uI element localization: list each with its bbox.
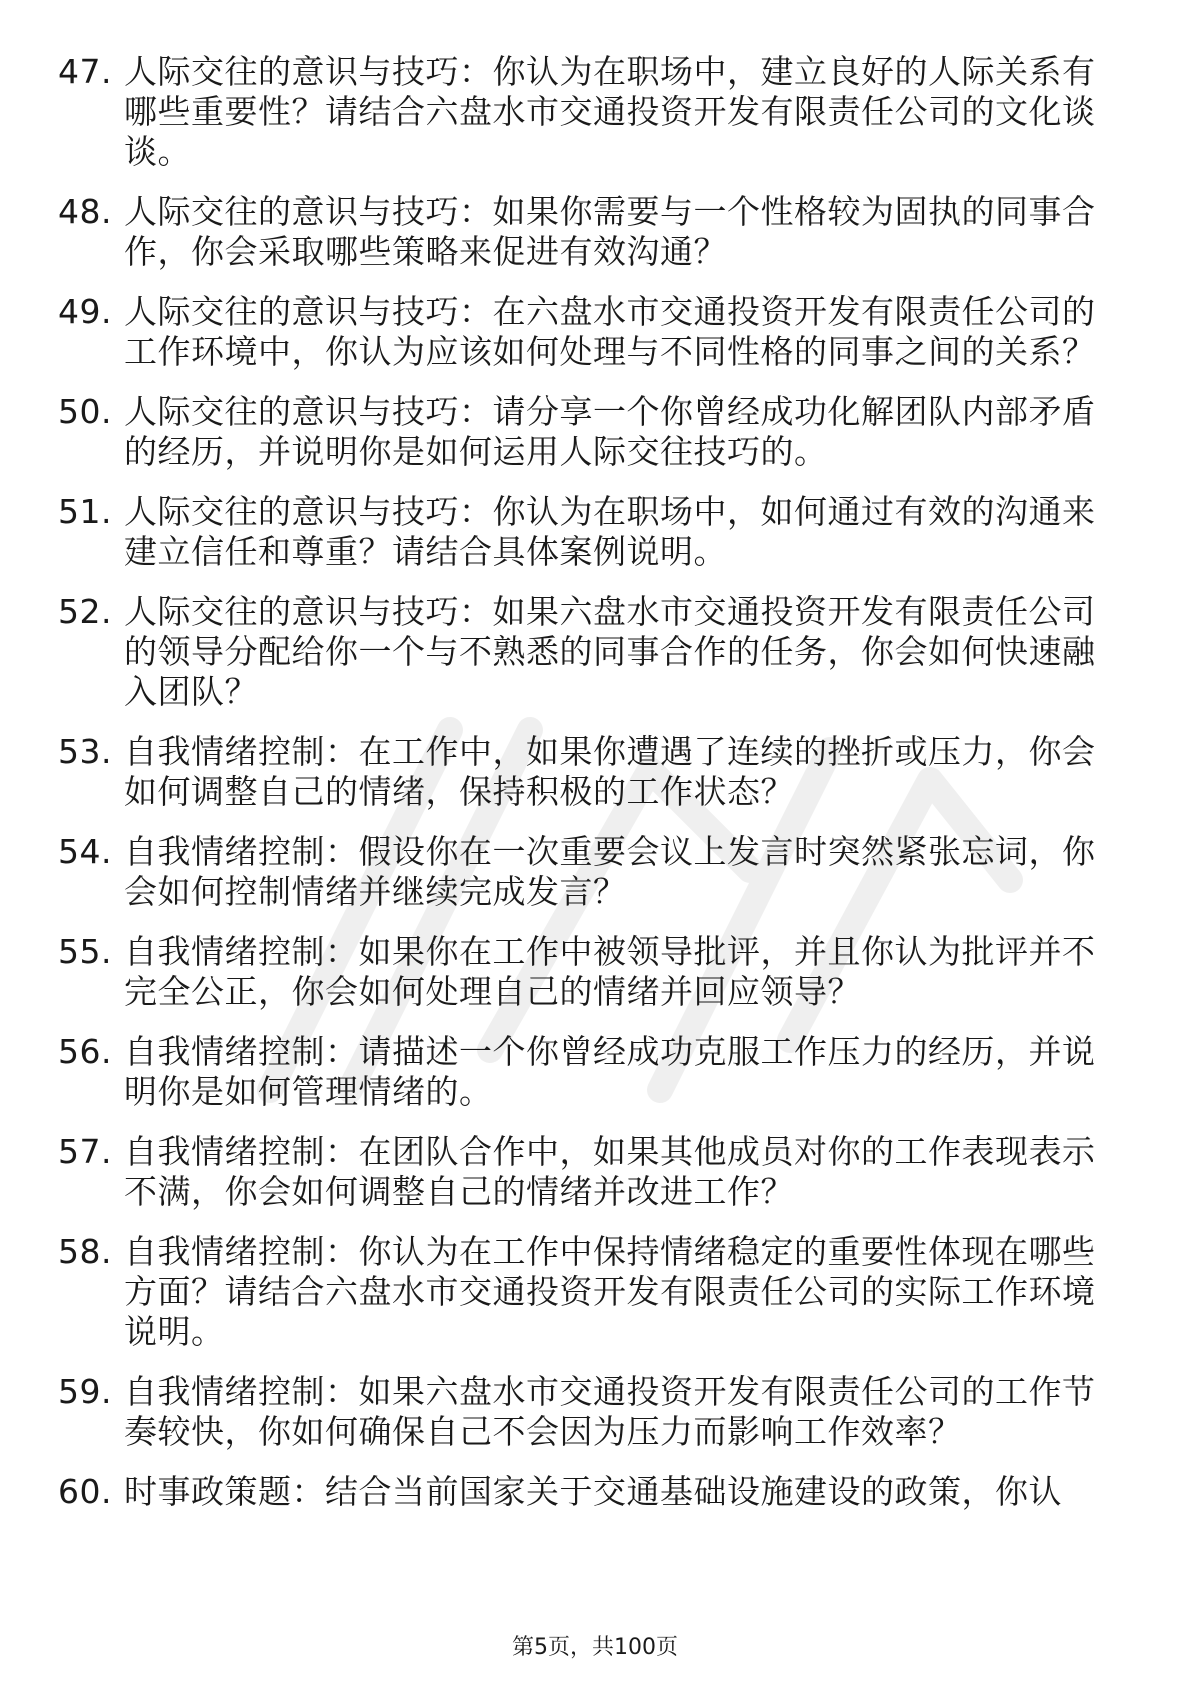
question-text: 自我情绪控制：在工作中，如果你遭遇了连续的挫折或压力，你会如何调整自己的情绪，保持积极的工作状态？ [124, 732, 1096, 811]
question-item-54 [58, 832, 1108, 912]
question-number: 47. [58, 52, 112, 91]
question-number: 50. [58, 392, 112, 431]
question-text: 时事政策题：结合当前国家关于交通基础设施建设的政策，你认 [124, 1472, 1062, 1511]
question-text: 人际交往的意识与技巧：你认为在职场中，如何通过有效的沟通来建立信任和尊重？请结合具体案例说明。 [124, 492, 1096, 571]
question-item-55 [58, 932, 1108, 1012]
question-number: 48. [58, 192, 112, 231]
question-item-53 [58, 732, 1108, 812]
question-number: 53. [58, 732, 112, 771]
question-number: 52. [58, 592, 112, 631]
question-list [58, 52, 1108, 1532]
question-text: 人际交往的意识与技巧：如果你需要与一个性格较为固执的同事合作，你会采取哪些策略来促进有效沟通？ [124, 192, 1096, 271]
question-text: 自我情绪控制：你认为在工作中保持情绪稳定的重要性体现在哪些方面？请结合六盘水市交通投资开发有限责任公司的实际工作环境说明。 [124, 1232, 1096, 1351]
question-text: 人际交往的意识与技巧：你认为在职场中，建立良好的人际关系有哪些重要性？请结合六盘水市交通投资开发有限责任公司的文化谈谈。 [124, 52, 1096, 171]
question-text: 人际交往的意识与技巧：在六盘水市交通投资开发有限责任公司的工作环境中，你认为应该如何处理与不同性格的同事之间的关系？ [124, 292, 1096, 371]
question-number: 58. [58, 1232, 112, 1271]
question-item-49 [58, 292, 1108, 372]
question-text: 自我情绪控制：假设你在一次重要会议上发言时突然紧张忘词，你会如何控制情绪并继续完成发言？ [124, 832, 1096, 911]
question-item-59 [58, 1372, 1108, 1452]
question-item-56 [58, 1032, 1108, 1112]
question-text: 人际交往的意识与技巧：如果六盘水市交通投资开发有限责任公司的领导分配给你一个与不熟悉的同事合作的任务，你会如何快速融入团队？ [124, 592, 1096, 711]
question-item-50 [58, 392, 1108, 472]
question-text: 自我情绪控制：在团队合作中，如果其他成员对你的工作表现表示不满，你会如何调整自己的情绪并改进工作？ [124, 1132, 1096, 1211]
question-item-57 [58, 1132, 1108, 1212]
question-number: 57. [58, 1132, 112, 1171]
question-number: 55. [58, 932, 112, 971]
question-number: 49. [58, 292, 112, 331]
question-number: 60. [58, 1472, 112, 1511]
question-number: 59. [58, 1372, 112, 1411]
question-item-58 [58, 1232, 1108, 1352]
question-item-60 [58, 1472, 1108, 1512]
question-text: 人际交往的意识与技巧：请分享一个你曾经成功化解团队内部矛盾的经历，并说明你是如何运用人际交往技巧的。 [124, 392, 1096, 471]
question-text: 自我情绪控制：请描述一个你曾经成功克服工作压力的经历，并说明你是如何管理情绪的。 [124, 1032, 1096, 1111]
question-number: 54. [58, 832, 112, 871]
question-number: 51. [58, 492, 112, 531]
question-number: 56. [58, 1032, 112, 1071]
question-item-51 [58, 492, 1108, 572]
page-footer: 第5页，共100页 [512, 1635, 678, 1660]
question-text: 自我情绪控制：如果你在工作中被领导批评，并且你认为批评并不完全公正，你会如何处理自己的情绪并回应领导？ [124, 932, 1096, 1011]
question-item-47 [58, 52, 1108, 172]
question-item-48 [58, 192, 1108, 272]
question-item-52 [58, 592, 1108, 712]
question-text: 自我情绪控制：如果六盘水市交通投资开发有限责任公司的工作节奏较快，你如何确保自己不会因为压力而影响工作效率？ [124, 1372, 1096, 1451]
